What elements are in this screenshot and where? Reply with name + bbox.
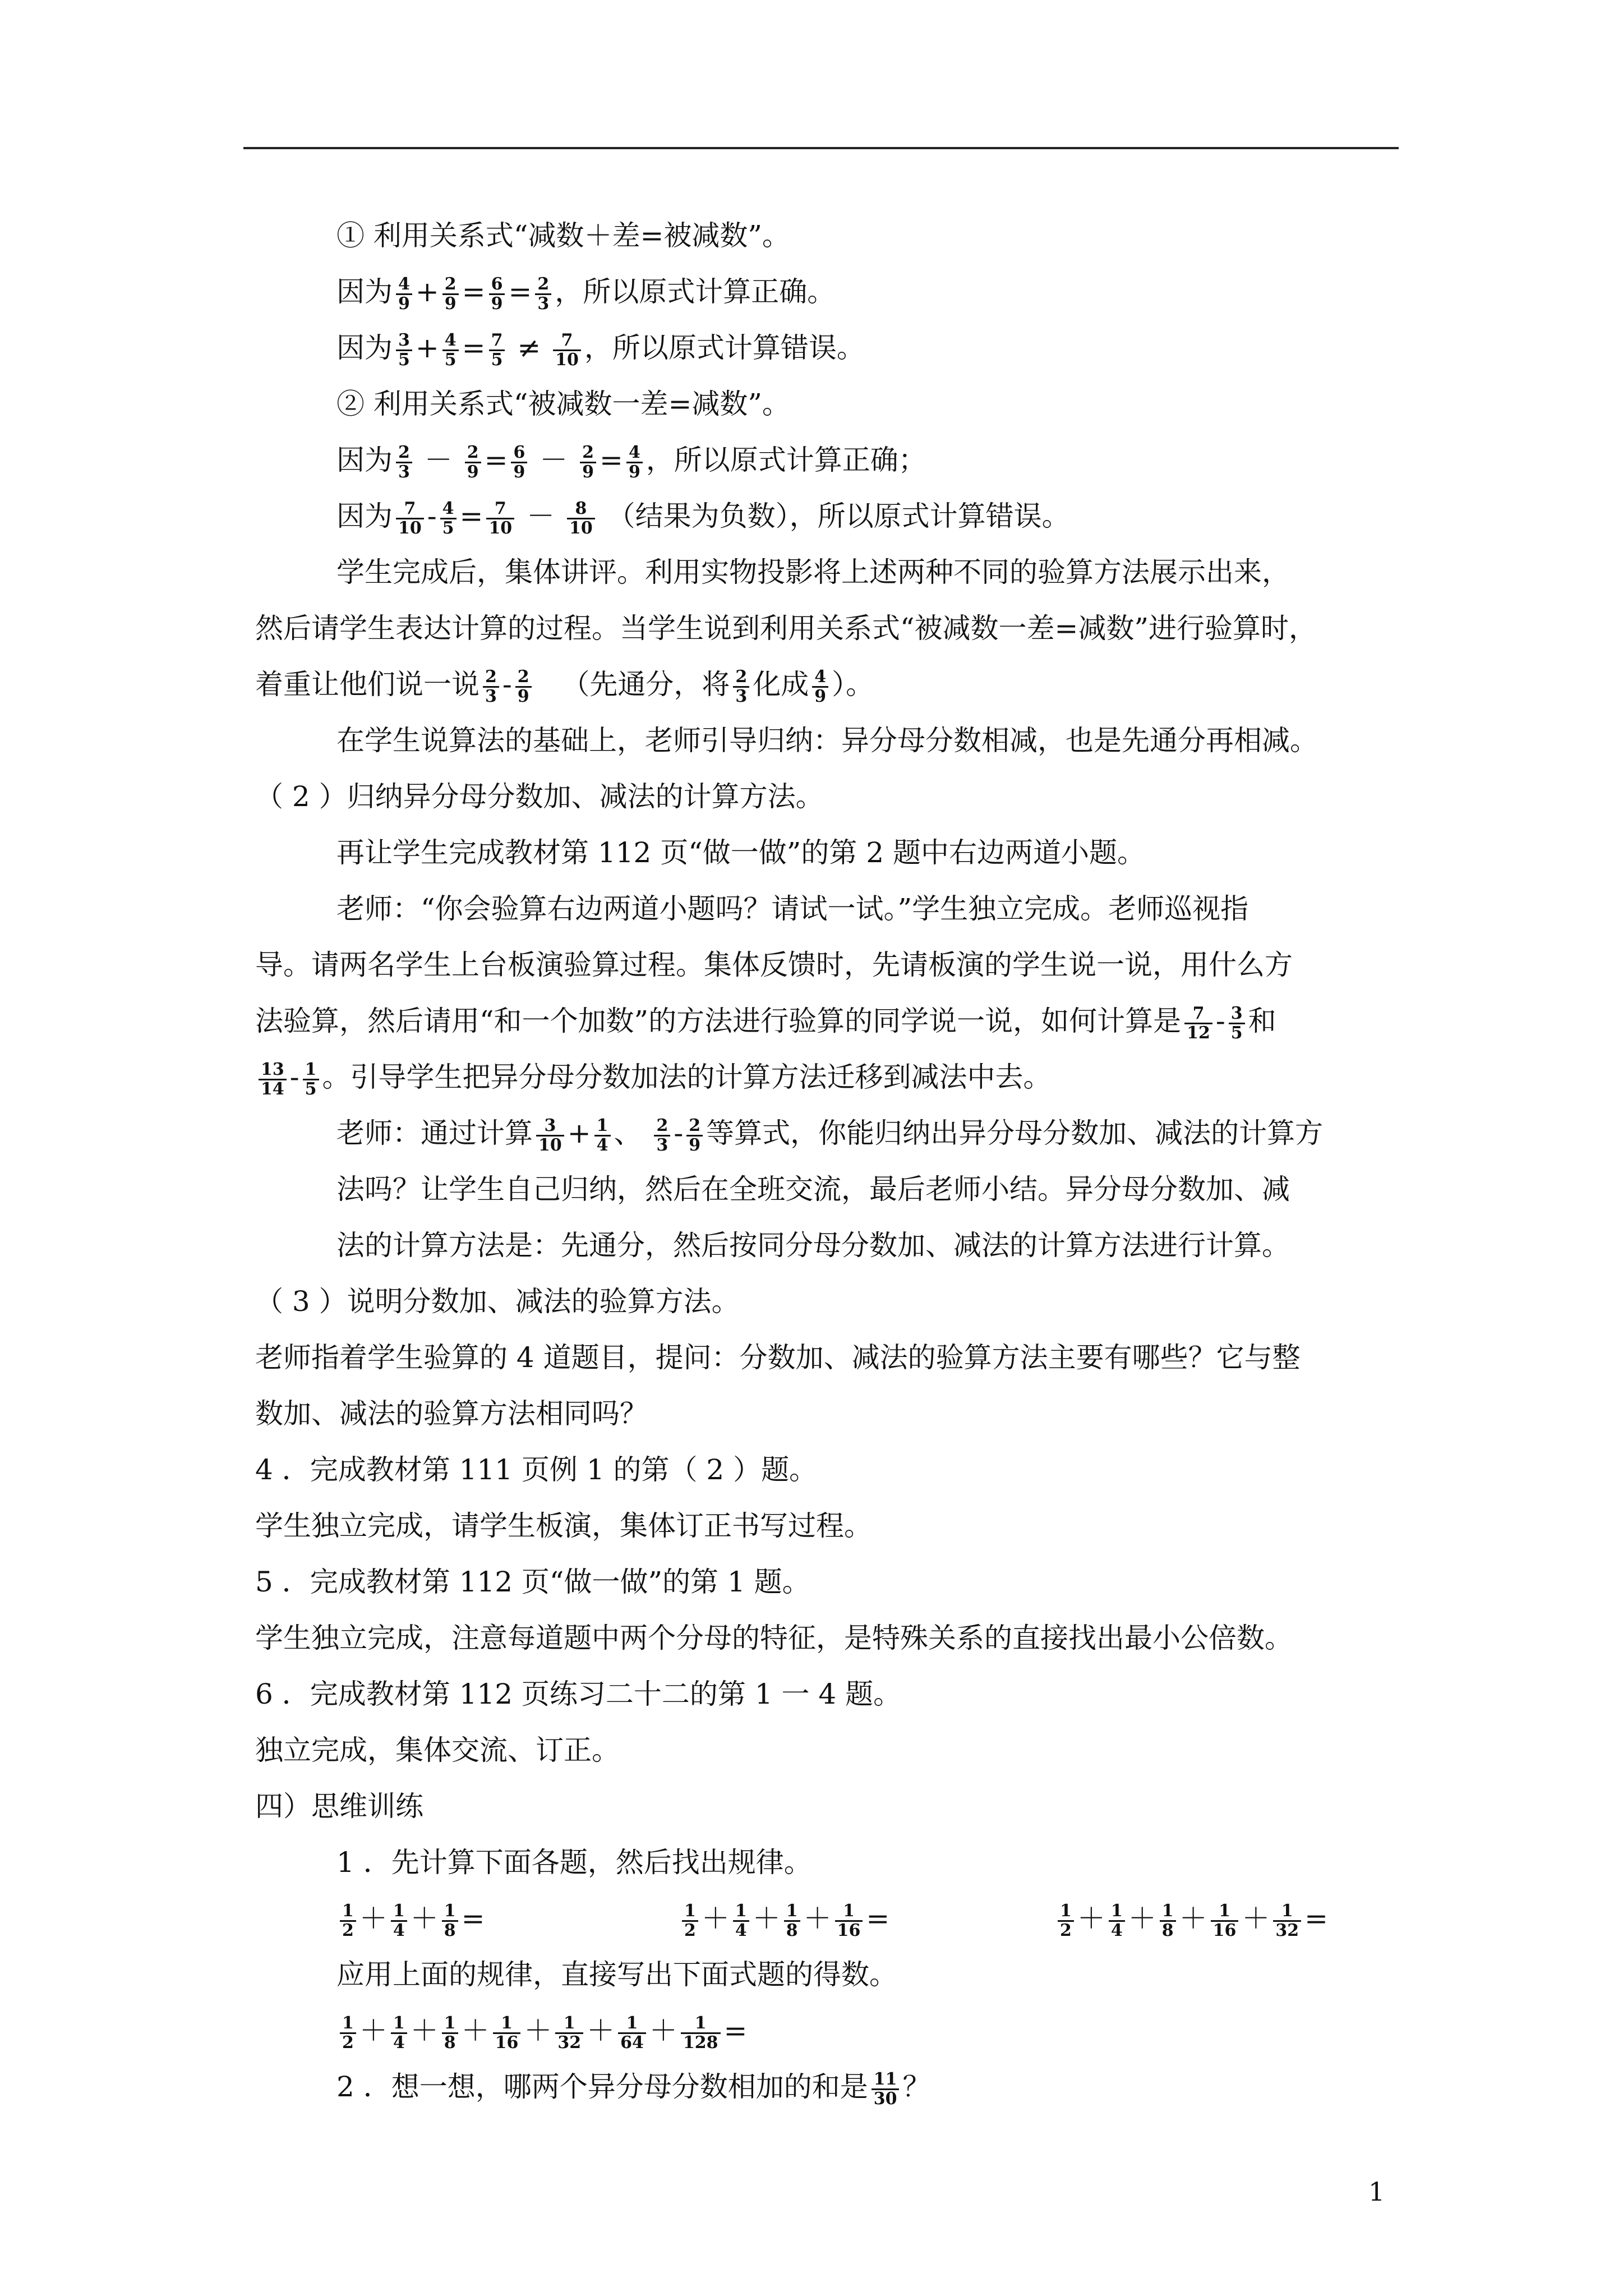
equation-line: 着重让他们说一说 $\frac{2}{3}$ - $\frac{2}{9}$ （先通分，将 $\frac{2}{3}$ 化成 $\frac{4}{9}$ ）。	[255, 666, 874, 706]
fraction: $\frac{1}{16}$	[835, 1902, 863, 1940]
fraction: $\frac{1}{32}$	[555, 2014, 583, 2052]
fraction: $\frac{4}{9}$	[626, 444, 643, 481]
text-line: 法的计算方法是：先通分，然后按同分母分数加、减法的计算方法进行计算。	[336, 1229, 1290, 1262]
fraction: $\frac{1}{4}$	[391, 1902, 407, 1940]
text-line: 学生独立完成，注意每道题中两个分母的特征，是特殊关系的直接找出最小公倍数。	[255, 1622, 1293, 1654]
list-item: 4 ．完成教材第 111 页例 1 的第（ 2 ）题。	[255, 1453, 818, 1486]
fraction: $\frac{1}{16}$	[1211, 1902, 1239, 1940]
list-item: 6 ．完成教材第 112 页练习二十二的第 1 一 4 题。	[255, 1678, 902, 1710]
fraction: $\frac{2}{3}$	[396, 444, 412, 481]
fraction: $\frac{2}{9}$	[515, 668, 532, 706]
fraction: $\frac{2}{3}$	[654, 1117, 670, 1154]
equation-line: 因为 $\frac{2}{3}$ － $\frac{2}{9}$ = $\frac{6}{9}$ － $\frac{2}{9}$ = $\frac{4}{9}$ ，所以原式计算正确；	[336, 442, 926, 482]
text-line: 在学生说算法的基础上，老师引导归纳：异分母分数相减，也是先通分再相减。	[336, 724, 1318, 757]
equation-line: $\frac{1}{2}$ ＋ $\frac{1}{4}$ ＋ $\frac{1}{8}$ =	[336, 1890, 485, 1947]
fraction: $\frac{1}{4}$	[1109, 1902, 1125, 1940]
fraction: $\frac{1}{4}$	[733, 1902, 749, 1940]
fraction: $\frac{1}{2}$	[682, 1902, 698, 1940]
equation-line: 因为 $\frac{7}{10}$ - $\frac{4}{5}$ = $\frac{7}{10}$ － $\frac{8}{10}$ （结果为负数），所以原式计算错误。	[336, 498, 1070, 538]
fraction: $\frac{4}{5}$	[440, 500, 457, 537]
section-heading: （ 2 ）归纳异分母分数加、减法的计算方法。	[255, 780, 824, 813]
fraction: $\frac{3}{5}$	[1229, 1005, 1245, 1042]
section-heading: （ 3 ）说明分数加、减法的验算方法。	[255, 1285, 740, 1318]
fraction: $\frac{1}{2}$	[340, 2014, 356, 2052]
text-line: 应用上面的规律，直接写出下面式题的得数。	[336, 1958, 897, 1991]
fraction: $\frac{1}{2}$	[1058, 1902, 1074, 1940]
page-number: 1	[1368, 2177, 1385, 2207]
list-item: 1 ．先计算下面各题，然后找出规律。	[336, 1846, 812, 1879]
fraction: $\frac{11}{30}$	[872, 2070, 900, 2108]
section-heading: 四）思维训练	[255, 1790, 423, 1823]
fraction: $\frac{1}{8}$	[442, 2014, 458, 2052]
text-line: 独立完成，集体交流、订正。	[255, 1734, 620, 1766]
fraction: $\frac{7}{10}$	[486, 500, 514, 537]
fraction: $\frac{4}{5}$	[442, 332, 459, 369]
fraction: $\frac{7}{10}$	[553, 332, 581, 369]
fraction: $\frac{6}{9}$	[511, 444, 527, 481]
fraction: $\frac{1}{32}$	[1273, 1902, 1301, 1940]
text-line: 法吗？让学生自己归纳，然后在全班交流，最后老师小结。异分母分数加、减	[336, 1173, 1290, 1205]
equation-line: 法验算，然后请用“和一个加数”的方法进行验算的同学说一说，如何计算是 $\frac{7}{12}$ - $\frac{3}{5}$ 和	[255, 1003, 1276, 1043]
fraction: $\frac{2}{9}$	[580, 444, 596, 481]
equation-line: $\frac{13}{14}$ - $\frac{1}{5}$ 。引导学生把异分母分数加法的计算方法迁移到减法中去。	[255, 1049, 1052, 1105]
text-line: 老师：“你会验算右边两道小题吗？请试一试。”学生独立完成。老师巡视指	[336, 892, 1249, 925]
list-item: 2 ．想一想，哪两个异分母分数相加的和是 $\frac{11}{30}$ ？	[336, 2069, 931, 2109]
fraction: $\frac{3}{10}$	[536, 1117, 564, 1154]
fraction: $\frac{1}{128}$	[681, 2014, 721, 2052]
fraction: $\frac{1}{4}$	[391, 2014, 407, 2052]
fraction: $\frac{1}{5}$	[303, 1061, 319, 1098]
text-line: 学生独立完成，请学生板演，集体订正书写过程。	[255, 1510, 872, 1542]
equation-line: 因为 $\frac{4}{9}$ + $\frac{2}{9}$ = $\frac{6}{9}$ = $\frac{2}{3}$ ，所以原式计算正确。	[336, 274, 836, 314]
fraction: $\frac{7}{10}$	[396, 500, 424, 537]
fraction: $\frac{7}{5}$	[489, 332, 505, 369]
header-rule	[243, 147, 1399, 149]
text-line: 数加、减法的验算方法相同吗？	[255, 1397, 648, 1430]
fraction: $\frac{3}{5}$	[396, 332, 412, 369]
equation-line: $\frac{1}{2}$ ＋ $\frac{1}{4}$ ＋ $\frac{1}{8}$ ＋ $\frac{1}{16}$ =	[679, 1890, 889, 1947]
text-line: 学生完成后，集体讲评。利用实物投影将上述两种不同的验算方法展示出来，	[336, 556, 1290, 588]
text-line: ② 利用关系式“被减数一差=减数”。	[336, 388, 790, 420]
fraction: $\frac{2}{9}$	[686, 1117, 703, 1154]
fraction: $\frac{2}{9}$	[442, 275, 459, 313]
fraction: $\frac{7}{12}$	[1184, 1005, 1212, 1042]
text-line: 老师指着学生验算的 4 道题目，提问：分数加、减法的验算方法主要有哪些？它与整	[255, 1341, 1301, 1374]
fraction: $\frac{2}{3}$	[733, 668, 749, 706]
fraction: $\frac{2}{3}$	[483, 668, 499, 706]
fraction: $\frac{1}{8}$	[1160, 1902, 1176, 1940]
fraction: $\frac{4}{9}$	[812, 668, 828, 706]
fraction: $\frac{4}{9}$	[396, 275, 412, 313]
fraction: $\frac{2}{9}$	[465, 444, 481, 481]
list-item: 5 ．完成教材第 112 页“做一做”的第 1 题。	[255, 1566, 810, 1598]
fraction: $\frac{1}{64}$	[618, 2014, 646, 2052]
fraction: $\frac{1}{16}$	[493, 2014, 521, 2052]
fraction: $\frac{13}{14}$	[259, 1061, 287, 1098]
text-line: ① 利用关系式“减数＋差=被减数”。	[336, 219, 790, 252]
fraction: $\frac{6}{9}$	[489, 275, 505, 313]
text-line: 再让学生完成教材第 112 页“做一做”的第 2 题中右边两道小题。	[336, 836, 1145, 869]
equation-line: $\frac{1}{2}$ ＋ $\frac{1}{4}$ ＋ $\frac{1}{8}$ ＋ $\frac{1}{16}$ ＋ $\frac{1}{32}$ =	[1054, 1890, 1328, 1947]
text-line: 然后请学生表达计算的过程。当学生说到利用关系式“被减数一差=减数”进行验算时，	[255, 612, 1317, 645]
text-line: 导。请两名学生上台板演验算过程。集体反馈时，先请板演的学生说一说，用什么方	[255, 949, 1293, 981]
fraction: $\frac{1}{8}$	[784, 1902, 800, 1940]
equation-line: 老师：通过计算 $\frac{3}{10}$ + $\frac{1}{4}$ 、 $\frac{2}{3}$ - $\frac{2}{9}$ 等算式，你能归纳出异分母分数加、减法的计算方	[336, 1115, 1324, 1155]
equation-line: 因为 $\frac{3}{5}$ + $\frac{4}{5}$ = $\frac{7}{5}$ ≠ $\frac{7}{10}$ ，所以原式计算错误。	[336, 330, 865, 370]
fraction: $\frac{1}{4}$	[594, 1117, 611, 1154]
equation-line: $\frac{1}{2}$ ＋ $\frac{1}{4}$ ＋ $\frac{1}{8}$ ＋ $\frac{1}{16}$ ＋ $\frac{1}{32}$ ＋ $\frac{1}{64}$ ＋ $\frac{1}{128}$ =	[336, 2003, 747, 2059]
fraction: $\frac{2}{3}$	[535, 275, 551, 313]
fraction: $\frac{8}{10}$	[567, 500, 595, 537]
fraction: $\frac{1}{2}$	[340, 1902, 356, 1940]
fraction: $\frac{1}{8}$	[442, 1902, 458, 1940]
